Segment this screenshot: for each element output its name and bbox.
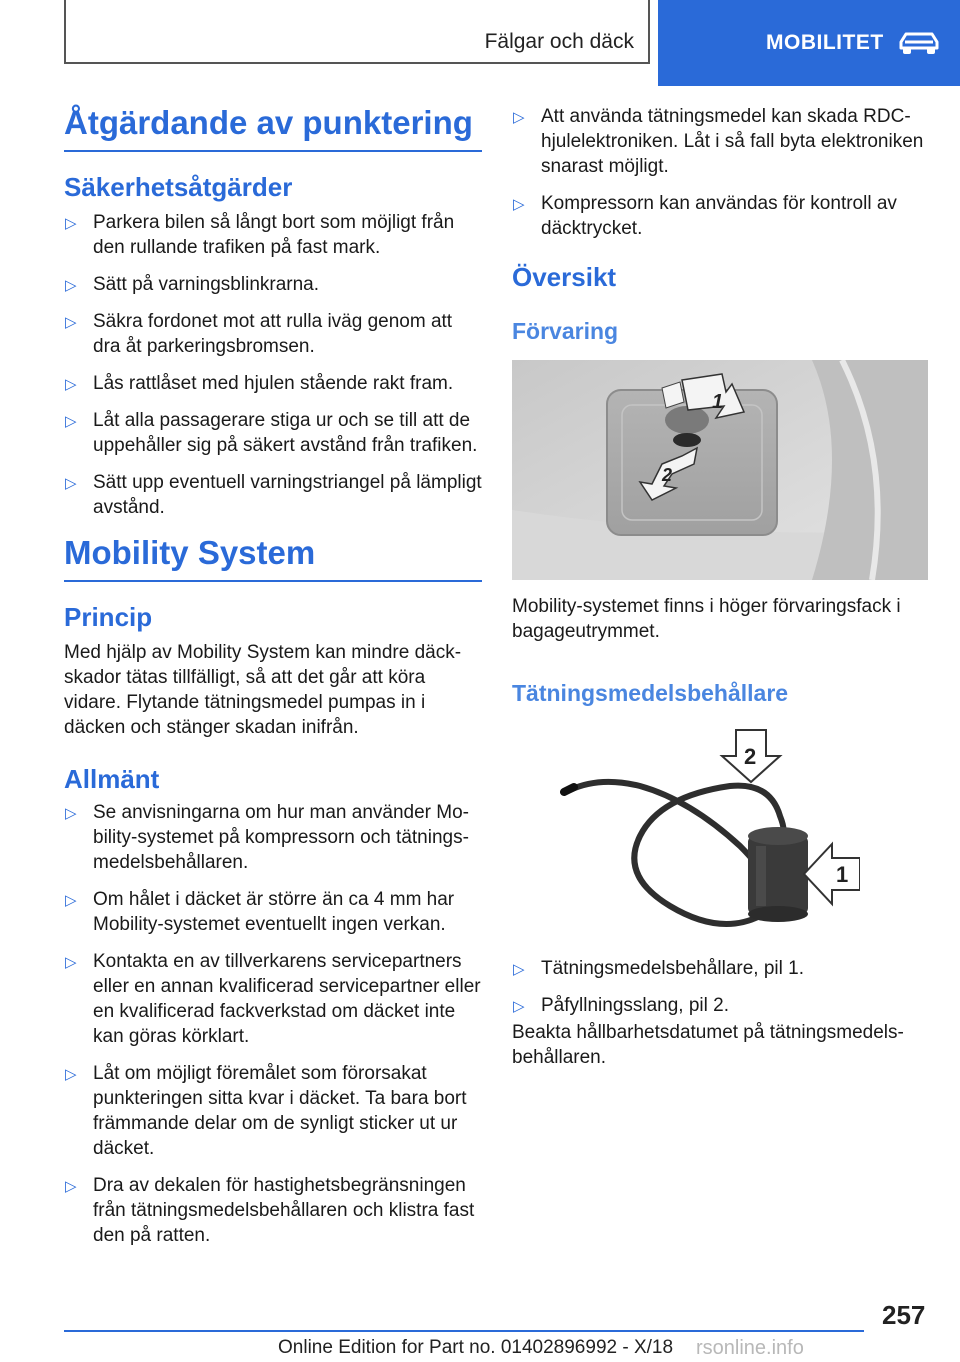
heading-storage: Förvaring xyxy=(512,318,619,344)
section-title: Fälgar och däck xyxy=(484,30,634,53)
footer-divider xyxy=(64,1330,864,1332)
triangle-bullet-icon: ▷ xyxy=(65,475,77,492)
general-list xyxy=(64,800,482,1260)
triangle-bullet-icon: ▷ xyxy=(65,277,77,294)
triangle-bullet-icon: ▷ xyxy=(513,196,525,213)
edition-text: Online Edition for Part no. 01402896992 - X/18 xyxy=(278,1337,674,1358)
triangle-bullet-icon: ▷ xyxy=(513,998,525,1015)
triangle-bullet-icon: ▷ xyxy=(513,109,525,126)
figure-label-2: 2 xyxy=(662,465,673,485)
heading-general: Allmänt xyxy=(64,764,160,794)
rdc-list xyxy=(512,104,932,253)
car-icon xyxy=(897,30,941,56)
storage-compartment-figure xyxy=(512,360,928,580)
triangle-bullet-icon: ▷ xyxy=(65,376,77,393)
heading-overview: Översikt xyxy=(512,262,617,292)
principle-text: Med hjälp av Mobility System kan mindre däckskador tätas tillfälligt, så att det går att köra vidare. Flytande tätningsmedel pumpas in i däcken och stänger skadan inifrån. xyxy=(64,642,462,738)
triangle-bullet-icon: ▷ xyxy=(65,892,77,909)
safety-list xyxy=(64,210,482,532)
triangle-bullet-icon: ▷ xyxy=(65,1178,77,1195)
list-item: ▷ Lås rattlåset med hjulen stående rakt fram. xyxy=(64,371,482,396)
triangle-bullet-icon: ▷ xyxy=(65,413,77,430)
list-item: ▷ Påfyllningsslang, pil 2. xyxy=(512,993,932,1018)
triangle-bullet-icon: ▷ xyxy=(65,954,77,971)
list-item: ▷ Att använda tätningsmedel kan skada RDC-hjulelektroniken. Låt i så fall byta elektroniken snarast möjligt. xyxy=(513,106,924,177)
figure-label-1: 1 xyxy=(836,862,849,887)
list-item: ▷ Låt alla passagerare stiga ur och se till att de uppehåller sig på säkert avstånd från trafiken. xyxy=(65,410,478,456)
list-item: ▷ Sätt upp eventuell varningstriangel på lämpligt avstånd. xyxy=(65,472,482,518)
sealant-container-figure xyxy=(560,726,860,940)
list-item: ▷ Dra av dekalen för hastighetsbegränsningen från tätningsmedelsbehållaren och klistra fast den på ratten. xyxy=(65,1175,475,1246)
tab-label: MOBILITET xyxy=(766,31,884,54)
heading-mobility-system: Mobility System xyxy=(64,534,482,582)
list-item: ▷ Tätningsmedelsbehållare, pil 1. xyxy=(512,956,932,981)
container-note: Beakta hållbarhetsdatumet på tätningsmedelsbehållaren. xyxy=(512,1022,904,1068)
list-item: ▷ Låt om möjligt föremålet som förorsakat punkteringen sitta kvar i däcket. Ta bara bort främmande delar om de synligt sticker ut ur däcket. xyxy=(65,1063,467,1159)
list-item: ▷ Parkera bilen så långt bort som möjligt från den rullande trafiken på fast mark. xyxy=(65,212,455,258)
figure-label-2: 2 xyxy=(744,744,757,769)
triangle-bullet-icon: ▷ xyxy=(65,1066,77,1083)
figure-label-1: 1 xyxy=(712,391,724,413)
list-item: ▷ Kontakta en av tillverkarens servicepartners eller en annan kvalificerad servicepartner eller en kvalificerad fackverkstad om däcket inte kan göras körklart. xyxy=(65,951,481,1047)
list-item: ▷ Kompressorn kan användas för kontroll av däcktrycket. xyxy=(513,193,897,239)
triangle-bullet-icon: ▷ xyxy=(65,314,77,331)
list-item: ▷ Se anvisningarna om hur man använder Mobility-systemet på kompressorn och tätningsmedelsbehållaren. xyxy=(65,802,469,873)
triangle-bullet-icon: ▷ xyxy=(65,215,77,232)
list-item: ▷ Säkra fordonet mot att rulla iväg genom att dra åt parkeringsbromsen. xyxy=(65,311,453,357)
heading-puncture: Åtgärdande av punktering xyxy=(64,104,482,152)
heading-safety: Säkerhetsåtgärder xyxy=(64,172,293,202)
list-item: ▷ Sätt på varningsblinkrarna. xyxy=(64,272,482,297)
heading-sealant-container: Tätningsmedelsbehållare xyxy=(512,680,789,706)
list-item: ▷ Om hålet i däcket är större än ca 4 mm har Mobility-systemet eventuellt ingen verkan. xyxy=(65,889,455,935)
triangle-bullet-icon: ▷ xyxy=(65,805,77,822)
header-section-box xyxy=(64,0,650,64)
triangle-bullet-icon: ▷ xyxy=(513,961,525,978)
container-list xyxy=(512,956,932,1030)
mobility-tab[interactable] xyxy=(658,0,960,86)
page-number: 257 xyxy=(882,1300,926,1330)
watermark: rsonline.info xyxy=(696,1337,804,1359)
storage-caption: Mobility-systemet finns i höger förvaringsfack i bagageutrymmet. xyxy=(512,596,901,642)
heading-principle: Princip xyxy=(64,602,153,632)
